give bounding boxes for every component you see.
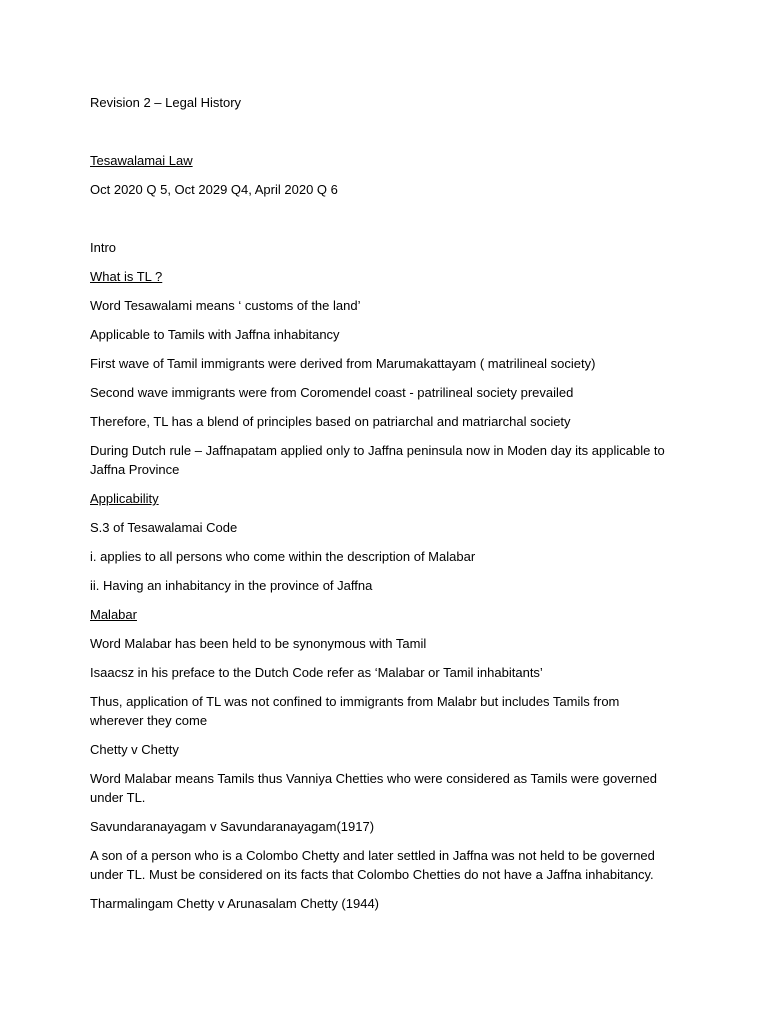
paragraph: Word Malabar means Tamils thus Vanniya Chetties who were considered as Tamils were governed under TL. <box>90 771 657 805</box>
paragraph: i. applies to all persons who come within the description of Malabar <box>90 549 476 564</box>
paragraph: Isaacsz in his preface to the Dutch Code refer as ‘Malabar or Tamil inhabitants’ <box>90 665 543 680</box>
exam-questions: Oct 2020 Q 5, Oct 2029 Q4, April 2020 Q 6 <box>90 182 338 197</box>
what-is-tl-heading: What is TL ? <box>90 269 163 284</box>
paragraph: ii. Having an inhabitancy in the province of Jaffna <box>90 578 373 593</box>
paragraph: Thus, application of TL was not confined to immigrants from Malabr but includes Tamils from wherever they come <box>90 694 620 728</box>
paragraph: Therefore, TL has a blend of principles based on patriarchal and matriarchal society <box>90 414 571 429</box>
case-name: Savundaranayagam v Savundaranayagam(1917) <box>90 819 375 834</box>
paragraph: Word Tesawalami means ‘ customs of the land’ <box>90 298 361 313</box>
paragraph: Word Malabar has been held to be synonymous with Tamil <box>90 636 427 651</box>
paragraph: S.3 of Tesawalamai Code <box>90 520 238 535</box>
paragraph: First wave of Tamil immigrants were derived from Marumakattayam ( matrilineal society) <box>90 356 596 371</box>
paragraph: During Dutch rule – Jaffnapatam applied only to Jaffna peninsula now in Moden day its applicable to Jaffna Province <box>90 443 665 477</box>
paragraph: Second wave immigrants were from Coromendel coast - patrilineal society prevailed <box>90 385 574 400</box>
section-heading-tesawalamai: Tesawalamai Law <box>90 153 193 168</box>
intro-heading: Intro <box>90 240 117 255</box>
paragraph: A son of a person who is a Colombo Chetty and later settled in Jaffna was not held to be governed under TL. Must be considered on its facts that Colombo Chetties do not have a Jaffna inhabitancy. <box>90 848 655 882</box>
malabar-heading: Malabar <box>90 607 137 622</box>
case-name: Chetty v Chetty <box>90 742 179 757</box>
paragraph: Applicable to Tamils with Jaffna inhabitancy <box>90 327 340 342</box>
case-name: Tharmalingam Chetty v Arunasalam Chetty (1944) <box>90 896 380 911</box>
document-title: Revision 2 – Legal History <box>90 95 242 110</box>
applicability-heading: Applicability <box>90 491 159 506</box>
